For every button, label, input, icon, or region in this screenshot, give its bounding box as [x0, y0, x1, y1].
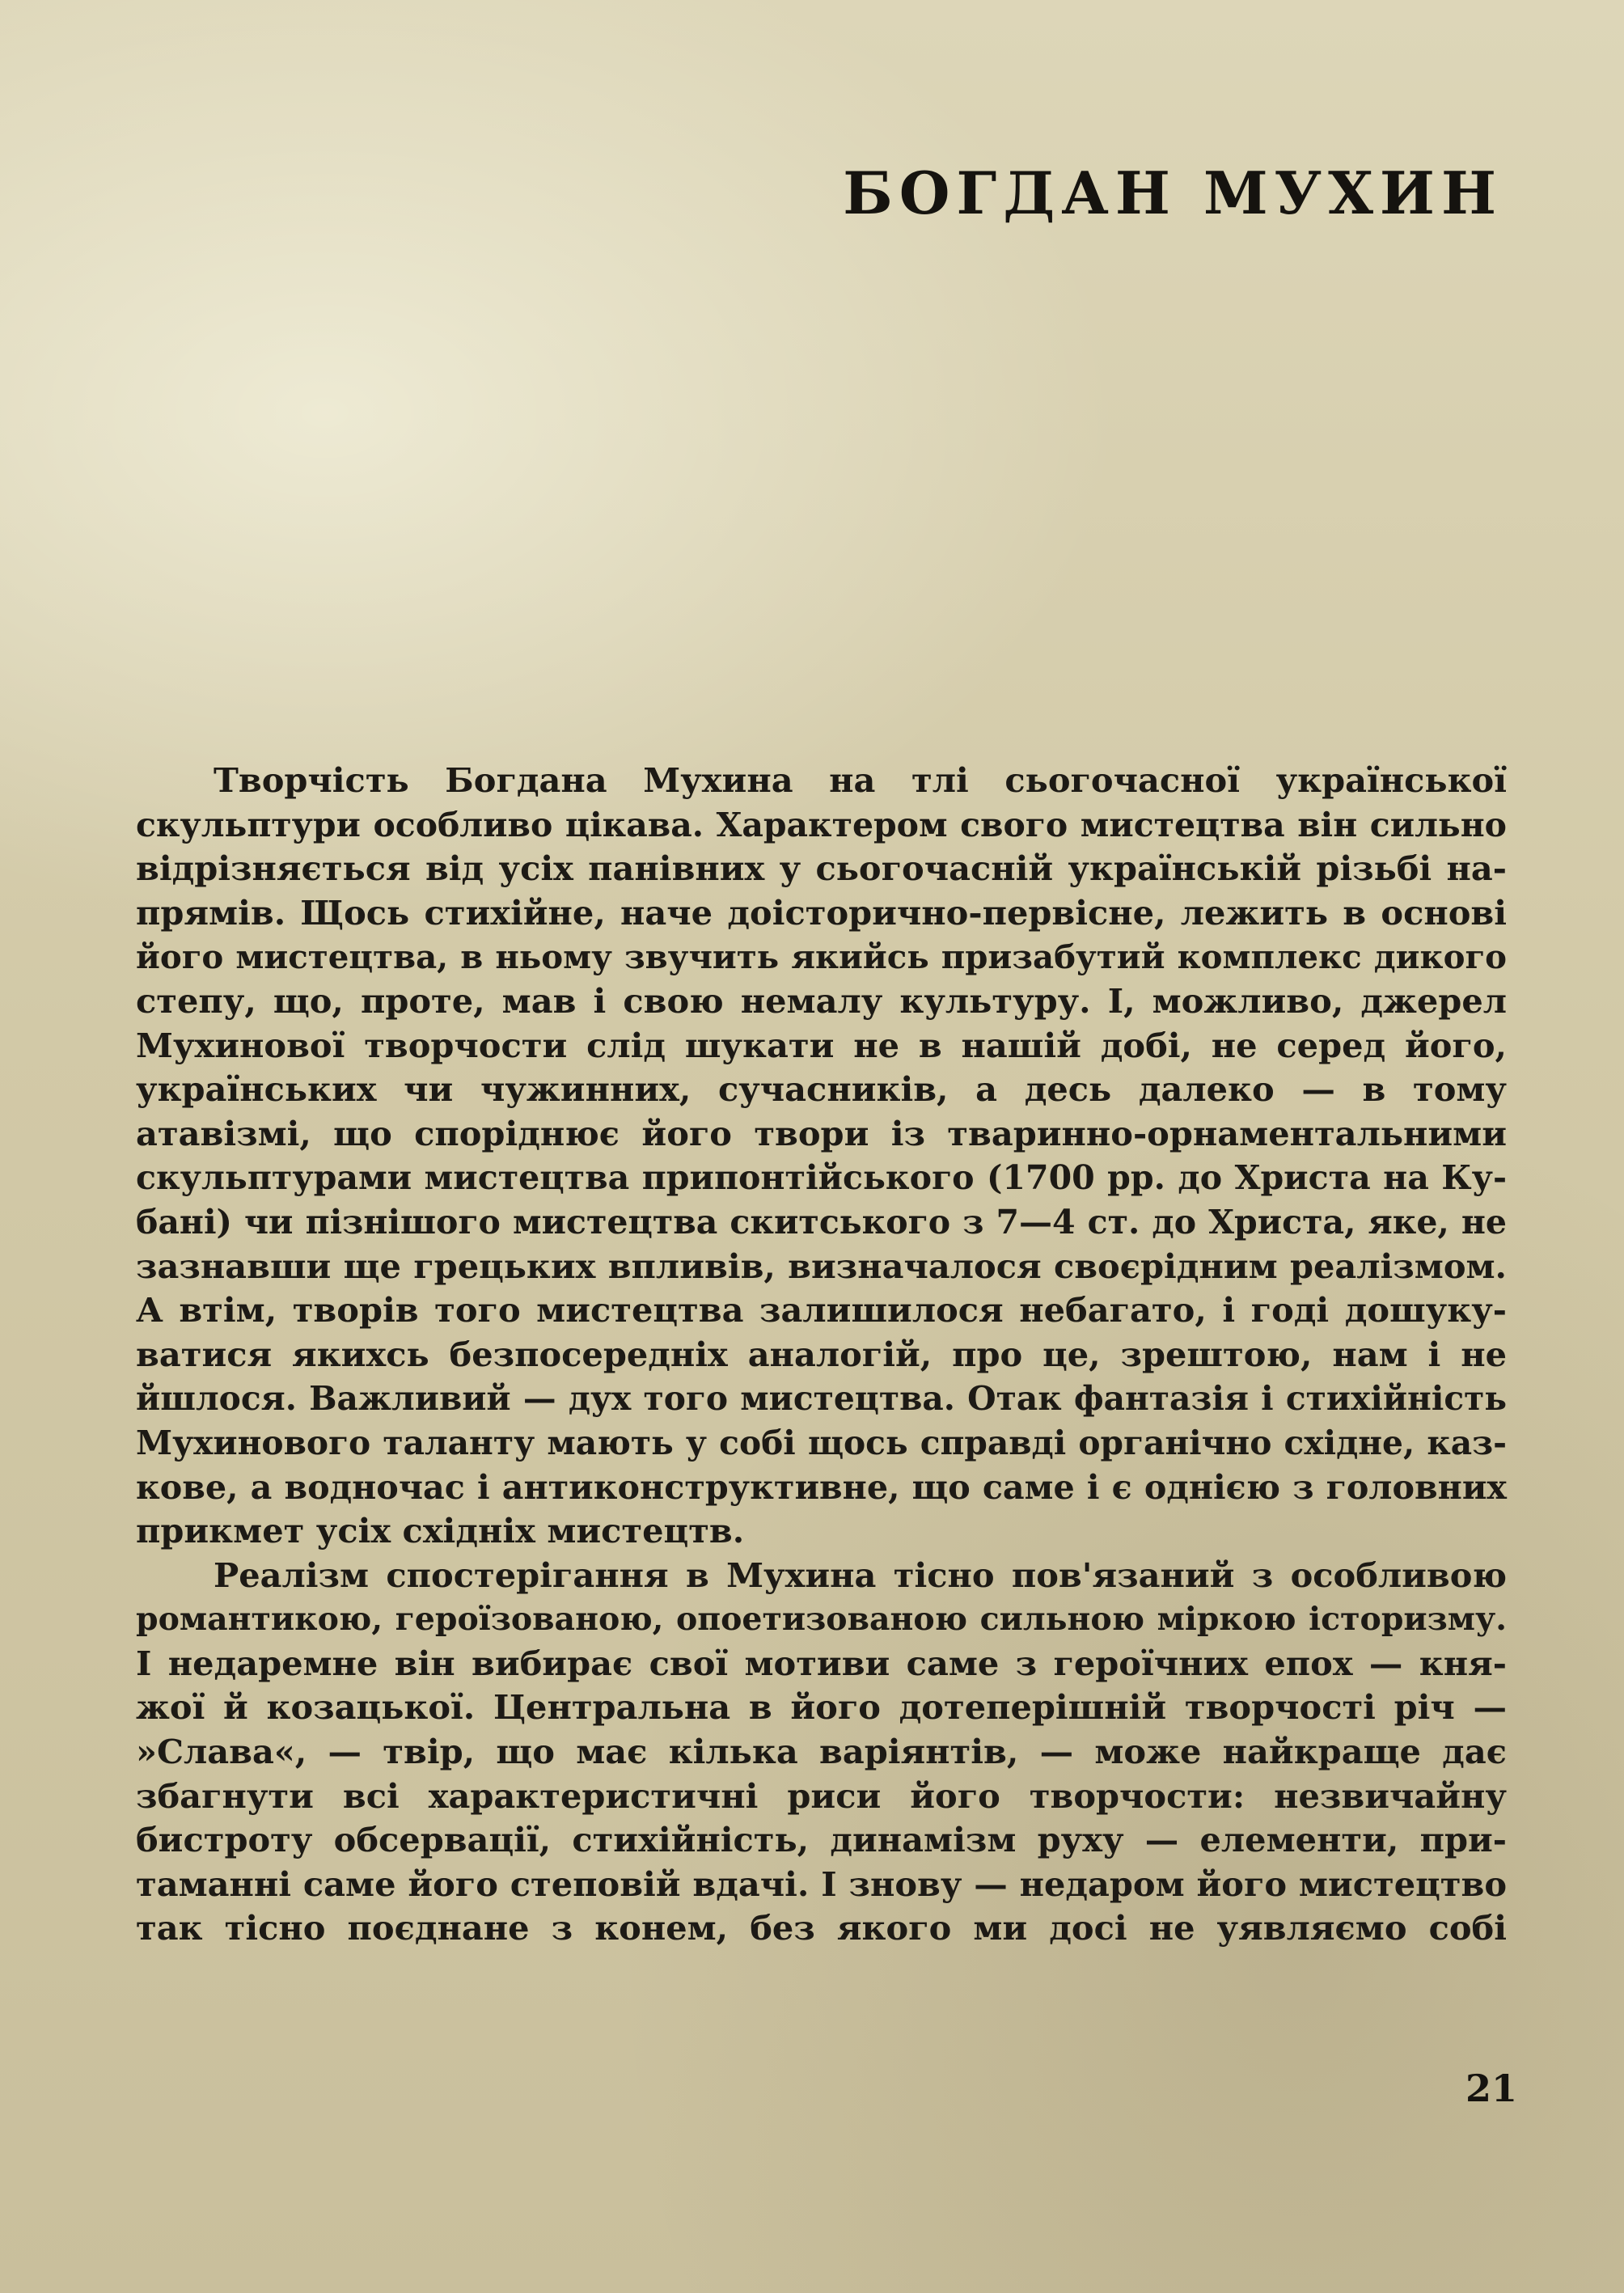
text-line: Реалізм спостерігання в Мухина тісно пов'язаний з особливою [214, 1555, 1507, 1595]
text-line: прямів. Щось стихійне, наче доісторично-первісне, лежить в основі [136, 892, 1507, 933]
text-line: бані) чи пізнішого мистецтва скитського з 7—4 ст. до Христа, яке, не [136, 1201, 1507, 1242]
text-line: збагнути всі характеристичні риси його творчости: незвичайну [136, 1775, 1507, 1816]
text-line: жої й козацької. Центральна в його дотеперішній творчості річ — [136, 1687, 1507, 1728]
text-line: Мухинової творчости слід шукати не в нашій добі, не серед його, [136, 1025, 1507, 1065]
text-line: так тісно поєднане з конем, без якого ми досі не уявляємо собі [136, 1908, 1507, 1948]
text-line: І недаремне він вибирає свої мотиви саме з героїчних епох — кня- [136, 1643, 1507, 1683]
text-line: відрізняється від усіх панівних у сьогочасній українській різьбі на- [136, 848, 1507, 889]
page-number: 21 [1465, 2067, 1517, 2110]
text-line: прикмет усіх східніх мистецтв. [136, 1511, 745, 1551]
text-line: степу, що, проте, мав і свою немалу культуру. І, можливо, джерел [136, 980, 1507, 1021]
text-line: А втім, творів того мистецтва залишилося небагато, і годі дошуку- [136, 1290, 1507, 1331]
text-line: таманні саме його степовій вдачі. І знову — недаром його мистецтво [136, 1864, 1507, 1904]
text-line: кове, а водночас і антиконструктивне, що саме і є однією з головних [136, 1466, 1507, 1507]
text-line: скульптурами мистецтва припонтійського (1700 рр. до Христа на Ку- [136, 1157, 1507, 1198]
text-line: бистроту обсервації, стихійність, динамізм руху — елементи, при- [136, 1820, 1507, 1860]
text-line: його мистецтва, в ньому звучить якийсь призабутий комплекс дикого [136, 937, 1507, 977]
text-line: ватися якихсь безпосередніх аналогій, про це, зрештою, нам і не [136, 1334, 1507, 1374]
text-line: »Слава«, — твір, що має кілька варіянтів, — може найкраще дає [136, 1732, 1507, 1772]
text-line: атавізмі, що споріднює його твори із тваринно-орнаментальними [136, 1113, 1507, 1153]
text-line: Мухинового таланту мають у собі щось справді органічно східне, каз- [136, 1423, 1507, 1462]
text-line: скульптури особливо цікава. Характером свого мистецтва він сильно [136, 805, 1507, 844]
text-line: Творчість Богдана Мухина на тлі сьогочасної української [214, 760, 1507, 800]
text-line: українських чи чужинних, сучасників, а десь далеко — в тому [136, 1069, 1507, 1110]
text-line: зазнавши ще грецьких впливів, визначалося своєрідним реалізмом. [136, 1246, 1507, 1286]
text-line: йшлося. Важливий — дух того мистецтва. Отак фантазія і стихійність [136, 1379, 1507, 1419]
text-line: романтикою, героїзованою, опоетизованою сильною міркою історизму. [136, 1601, 1507, 1639]
body-text [136, 759, 1507, 1951]
page-title: БОГДАН МУХИН [843, 159, 1503, 227]
